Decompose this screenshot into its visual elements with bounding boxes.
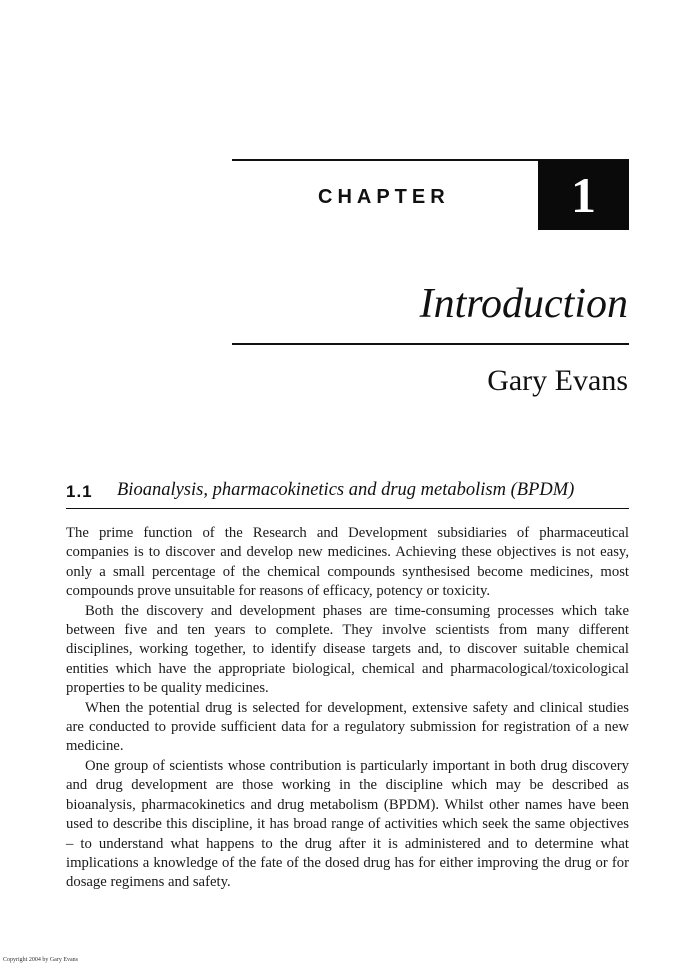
chapter-label: CHAPTER (318, 186, 450, 208)
chapter-number: 1 (571, 167, 596, 223)
paragraph: When the potential drug is selected for development, extensive safety and clinical studies are conducted to provide sufficient data for a regulatory submission for registration of a new medicine. (66, 699, 629, 755)
chapter-author: Gary Evans (487, 364, 628, 397)
chapter-title: Introduction (419, 281, 628, 327)
chapter-number-box (538, 160, 629, 230)
body-text (66, 524, 629, 893)
section-heading (66, 480, 629, 510)
title-rule (232, 343, 629, 345)
paragraph: The prime function of the Research and Development subsidiaries of pharmaceutical companies is to discover and develop new medicines. Achieving these objectives is not easy, only a small percentage of the chemical compounds synthesised become medicines, most compounds prove unsuitable for reasons of efficacy, potency or toxicity. (66, 525, 629, 600)
section-number: 1.1 (66, 482, 93, 501)
section-rule (66, 508, 629, 509)
copyright-footer: Copyright 2004 by Gary Evans (3, 957, 78, 963)
paragraph: Both the discovery and development phases are time-consuming processes which take between five and ten years to complete. They involve scientists from many different disciplines, working together, to identify disease targets and, to discover suitable chemical entities which have the appropriate biological, chemical and pharmacological/toxicological properties to be quality medicines. (66, 602, 629, 697)
section-title: Bioanalysis, pharmacokinetics and drug metabolism (BPDM) (117, 480, 575, 500)
paragraph: One group of scientists whose contribution is particularly important in both drug discovery and drug development are those working in the discipline which may be described as bioanalysis, pharmacokinetics and drug metabolism (BPDM). Whilst other names have been used to describe this discipline, it has broad range of activities which seek the same objectives – to understand what happens to the drug after it is administered and to determine what implications a knowledge of the fate of the dosed drug has for either improving the drug or for dosage regimens and safety. (66, 757, 629, 891)
